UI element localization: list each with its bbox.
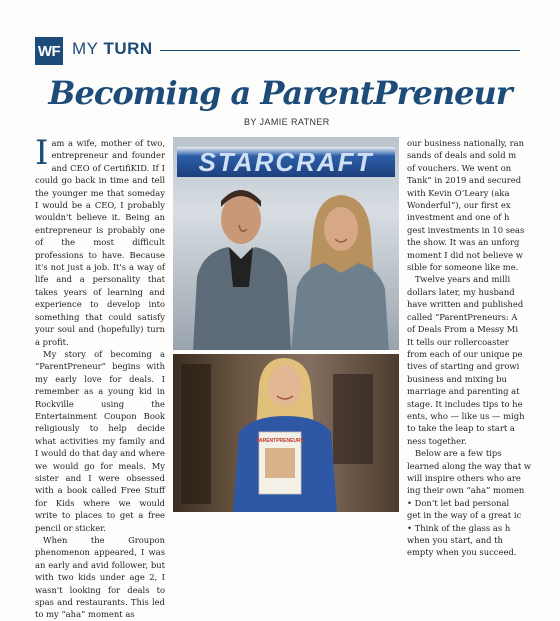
book-title: PARENTPRENEURS [256, 438, 304, 444]
right-column-line: to take the leap to start a [407, 423, 515, 434]
right-column-line: learned along the way that w [407, 460, 532, 471]
couple-photo [173, 137, 399, 350]
right-column-line: the show. It was an unforg [407, 237, 520, 248]
right-column-line: moment I did not believe w [407, 249, 523, 260]
right-column-line: marriage and parenting at [407, 386, 520, 397]
article-byline: BY JAMIE RATNER [244, 117, 330, 127]
paragraph-1-text: am a wife, mother of two, entrepreneur and founder and CEO of CertifiKID. If I could go back in time and tell the younger me that someday I would be a CEO, I probably wouldn't believe it. Being an entrepreneur is probably one of the most difficult professions to have. Because it's not just a job. It's a way of life and a personality that takes years of learning and experience to develop into something that could satisfy your soul and (hopefully) turn a profit. [35, 138, 165, 347]
right-column-line: empty when you succeed. [407, 547, 517, 558]
right-column-line: from each of our unique pe [407, 348, 523, 359]
right-column-line: investment and one of h [407, 212, 510, 223]
paragraph-1 [35, 133, 165, 348]
woman-figure [285, 177, 395, 352]
right-column-line: ness together. [407, 435, 467, 446]
right-column-line: our business nationally, ran [407, 138, 524, 148]
paragraph-2: My story of becoming a “ParentPreneur” begins with my early love for deals. I remember as a young kid in Rockville using the Entertainment Coupon Book religiously to help decide what activities my family and I would do that day and where we would go for meals. My sister and I were obsessed with a book called Free Stuff for Kids where we would write to places to get a free pencil or sticker. [35, 348, 165, 533]
right-column-line: • Think of the glass as h [407, 522, 511, 533]
section-label-turn: TURN [103, 39, 153, 58]
paragraph-3: When the Groupon phenomenon appeared, I was an early and avid follower, but with two kids under age 2, I wasn't looking for deals to spas and restaurants. This led to my “aha” moment as [35, 535, 165, 620]
right-column-line: tives of starting and growi [407, 361, 520, 372]
right-column-line: have written and published [407, 299, 524, 310]
article-column-right [407, 137, 547, 559]
section-label [72, 39, 153, 59]
right-column-line: when you start, and th [407, 535, 503, 545]
right-column-line: sible for someone like me. [407, 262, 519, 273]
section-label-my: MY [72, 39, 99, 58]
article-headline: Becoming a ParentPreneur [48, 74, 512, 112]
article-column-left [35, 133, 165, 621]
author-with-book [173, 354, 399, 512]
right-column-line: stage. It includes tips to he [407, 398, 523, 409]
header-rule [160, 50, 520, 51]
book-photo [173, 354, 399, 512]
publication-logo: WF [35, 37, 63, 65]
right-column-line: with Kevin O’Leary (aka [407, 187, 510, 198]
right-column-line: • Don’t let bad personal [407, 497, 510, 508]
article-photo [173, 137, 399, 512]
right-column-line: of Deals From a Messy Mi [407, 324, 518, 335]
right-column-line: ing their own “aha” momen [407, 485, 525, 496]
drop-cap: I [35, 133, 49, 173]
right-column-line: It tells our rollercoaster [407, 336, 509, 347]
right-column-line: Wonderful”), our first ex [407, 200, 511, 211]
rv-sign: STARCRAFT [177, 147, 395, 177]
right-column-line: Below are a few tips [415, 448, 502, 459]
right-column-line: sands of deals and sold m [407, 150, 517, 161]
right-column-line: called “ParentPreneurs: A [407, 311, 518, 322]
man-figure [183, 177, 293, 352]
right-column-line: will inspire others who are [407, 472, 521, 483]
right-column-line: of vouchers. We went on [407, 162, 512, 173]
right-column-line: gest investments in 10 seas [407, 224, 525, 235]
right-column-line: Twelve years and milli [415, 274, 511, 285]
right-column-line: Tank” in 2019 and secured [407, 175, 522, 186]
right-column-line: business and mixing bu [407, 373, 507, 384]
right-column-line: dollars later, my husband [407, 286, 515, 297]
right-column-line: ents, who — like us — migh [407, 410, 525, 421]
right-column-line: get in the way of a great ic [407, 510, 522, 521]
